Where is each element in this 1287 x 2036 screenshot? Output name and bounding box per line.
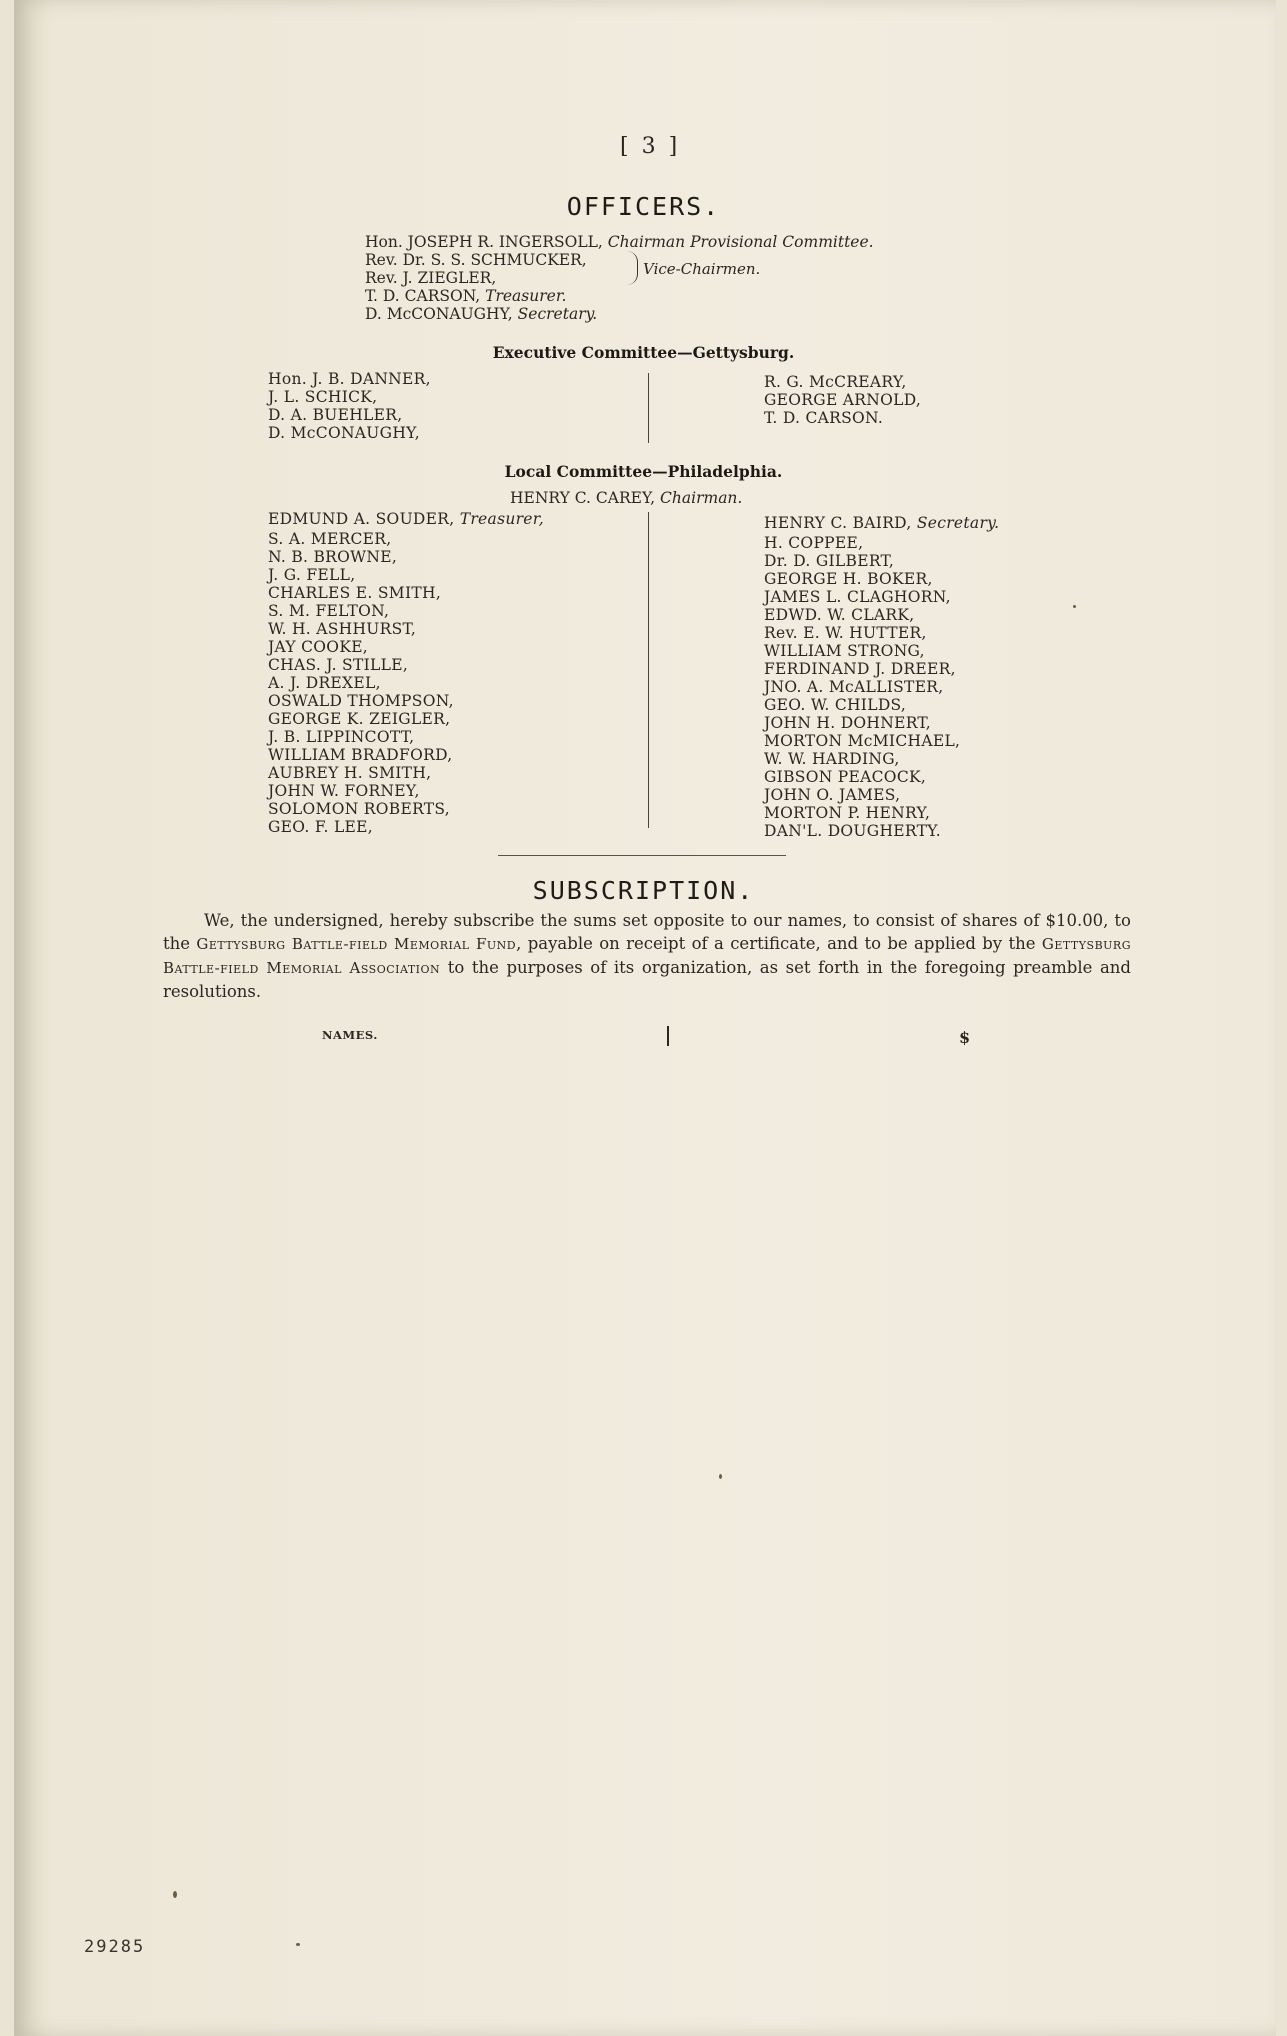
member: H. COPPEE,	[764, 534, 864, 552]
ink-speck	[1073, 605, 1076, 608]
member: WILLIAM BRADFORD,	[268, 746, 453, 764]
member: JOHN H. DOHNERT,	[764, 714, 932, 732]
serial-number: 29285	[84, 1937, 146, 1957]
member: GEORGE K. ZEIGLER,	[268, 710, 451, 728]
member: DAN'L. DOUGHERTY.	[764, 822, 941, 840]
executive-right-column	[764, 373, 921, 427]
local-chairman: HENRY C. CAREY, Chairman.	[510, 489, 743, 507]
member: AUBREY H. SMITH,	[268, 764, 432, 782]
member: S. A. MERCER,	[268, 530, 392, 548]
names-column-label: NAMES.	[322, 1028, 378, 1042]
fund-name: Gettysburg Battle-field Memorial Fund	[196, 935, 517, 953]
association-name: Gettysburg Battle-field Memorial Association	[163, 935, 1131, 977]
member: A. J. DREXEL,	[268, 674, 381, 692]
member: FERDINAND J. DREER,	[764, 660, 956, 678]
officer-secretary: D. McCONAUGHY, Secretary.	[365, 305, 598, 323]
executive-left-column	[268, 370, 431, 442]
ink-speck	[296, 1943, 300, 1946]
member: JAY COOKE,	[268, 638, 369, 656]
column-divider	[648, 373, 649, 443]
officers-list	[365, 233, 874, 323]
officer-treasurer: T. D. CARSON, Treasurer.	[365, 287, 567, 305]
officer-chairman: Hon. JOSEPH R. INGERSOLL, Chairman Provisional Committee.	[365, 233, 874, 251]
member: GEORGE H. BOKER,	[764, 570, 933, 588]
local-treasurer: EDMUND A. SOUDER, Treasurer,	[268, 510, 545, 528]
member: GEO. F. LEE,	[268, 818, 373, 836]
section-divider	[498, 855, 786, 856]
member: GIBSON PEACOCK,	[764, 768, 927, 786]
member: JOHN W. FORNEY,	[268, 782, 420, 800]
ink-speck	[173, 1891, 177, 1898]
member: SOLOMON ROBERTS,	[268, 800, 451, 818]
local-left-column	[268, 510, 544, 836]
member: CHAS. J. STILLE,	[268, 656, 409, 674]
vice-chairmen-role: Vice-Chairmen.	[643, 260, 761, 278]
member: Hon. J. B. DANNER,	[268, 370, 431, 388]
member: Rev. E. W. HUTTER,	[764, 624, 927, 642]
member: N. B. BROWNE,	[268, 548, 398, 566]
member: MORTON McMICHAEL,	[764, 732, 961, 750]
executive-committee-heading: Executive Committee—Gettysburg.	[492, 343, 795, 362]
member: W. W. HARDING,	[764, 750, 900, 768]
member: Dr. D. GILBERT,	[764, 552, 895, 570]
member: D. McCONAUGHY,	[268, 424, 420, 442]
officer-vice-1: Rev. Dr. S. S. SCHMUCKER,	[365, 251, 587, 269]
member: JNO. A. McALLISTER,	[764, 678, 944, 696]
dollar-column-label: $	[959, 1028, 971, 1047]
member: J. L. SCHICK,	[268, 388, 378, 406]
ink-speck	[719, 1474, 722, 1479]
officers-heading: OFFICERS.	[566, 192, 721, 221]
member: WILLIAM STRONG,	[764, 642, 925, 660]
page-number: [ 3 ]	[620, 134, 681, 159]
column-mark	[667, 1026, 669, 1046]
subscription-heading: SUBSCRIPTION.	[532, 876, 755, 905]
subscription-text: We, the undersigned, hereby subscribe the sums set opposite to our names, to consist of shares of $10.00, to the Gettysburg Battle-field Memorial Fund, payable on receipt of a certificate, and to be applied by the Gettysburg Battle-field Memorial Association to the purposes of its organization, as set forth in the foregoing preamble and resolutions.	[163, 911, 1131, 1001]
column-divider	[648, 512, 649, 828]
member: S. M. FELTON,	[268, 602, 390, 620]
member: EDWD. W. CLARK,	[764, 606, 915, 624]
member: GEORGE ARNOLD,	[764, 391, 922, 409]
member: W. H. ASHHURST,	[268, 620, 417, 638]
member: JAMES L. CLAGHORN,	[764, 588, 951, 606]
local-secretary: HENRY C. BAIRD, Secretary.	[764, 514, 1000, 532]
local-committee-heading: Local Committee—Philadelphia.	[504, 462, 783, 481]
officer-vice-2: Rev. J. ZIEGLER,	[365, 269, 497, 287]
member: MORTON P. HENRY,	[764, 804, 931, 822]
local-right-column	[764, 514, 999, 840]
member: OSWALD THOMPSON,	[268, 692, 454, 710]
member: JOHN O. JAMES,	[764, 786, 901, 804]
member: R. G. McCREARY,	[764, 373, 907, 391]
member: CHARLES E. SMITH,	[268, 584, 442, 602]
member: D. A. BUEHLER,	[268, 406, 403, 424]
member: T. D. CARSON.	[764, 409, 884, 427]
member: GEO. W. CHILDS,	[764, 696, 907, 714]
member: J. B. LIPPINCOTT,	[268, 728, 415, 746]
member: J. G. FELL,	[268, 566, 356, 584]
